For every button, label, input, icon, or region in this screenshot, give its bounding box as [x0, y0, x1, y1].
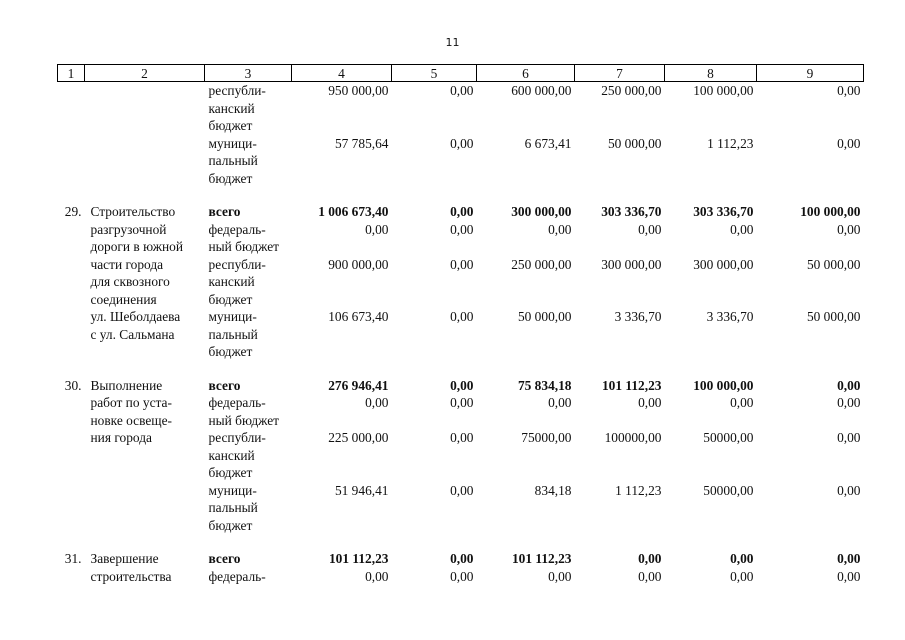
amount-cell: 0,00 — [365, 221, 389, 237]
funding-source: всего — [208, 204, 241, 219]
funding-source: республи- канский бюджет — [208, 430, 266, 480]
amount-cell: 0,00 — [548, 221, 572, 237]
funding-source: республи- канский бюджет — [208, 256, 266, 307]
amount-cell: 0,00 — [450, 221, 474, 237]
row-number: 29. — [64, 204, 82, 219]
amount-cell: 3 336,70 — [706, 309, 754, 324]
amount-cell: 303 336,70 — [601, 204, 662, 219]
amount-cell: 0,00 — [638, 221, 662, 237]
item-name: Завершение строительства — [90, 551, 172, 584]
amount-cell: 0,00 — [730, 568, 754, 584]
funding-source: федераль- — [208, 568, 266, 584]
amount-cell: 950 000,00 — [328, 83, 389, 98]
row-number: 31. — [64, 551, 82, 566]
spacer-cell — [58, 187, 864, 203]
amount-cell: 75 834,18 — [517, 377, 572, 393]
amount-cell: 3 336,70 — [614, 309, 662, 324]
amount-cell: 50 000,00 — [806, 309, 861, 324]
row-number — [58, 429, 85, 482]
amount-cell: 75000,00 — [521, 430, 572, 445]
amount-cell: 0,00 — [450, 430, 474, 445]
amount-cell: 0,00 — [450, 204, 474, 219]
table-row — [58, 82, 864, 135]
amount-cell: 50 000,00 — [517, 309, 572, 324]
amount-cell: 0,00 — [450, 377, 474, 393]
header-cell: 6 — [477, 65, 575, 82]
amount-cell: 300 000,00 — [693, 256, 754, 272]
table-body — [58, 82, 864, 586]
amount-cell: 100000,00 — [604, 430, 662, 445]
amount-cell: 0,00 — [837, 551, 861, 566]
amount-cell: 0,00 — [837, 83, 861, 98]
amount-cell: 600 000,00 — [511, 83, 572, 98]
amount-cell: 100 000,00 — [693, 83, 754, 98]
header-cell: 3 — [205, 65, 292, 82]
table-row — [58, 377, 864, 395]
amount-cell: 50 000,00 — [806, 256, 861, 272]
row-spacer — [58, 361, 864, 377]
row-number: 30. — [64, 377, 82, 393]
row-spacer — [58, 534, 864, 550]
amount-cell: 101 112,23 — [328, 551, 389, 566]
header-cell: 5 — [392, 65, 477, 82]
budget-table — [57, 64, 864, 585]
amount-cell: 1 112,23 — [707, 135, 754, 151]
row-number — [58, 135, 85, 188]
row-number — [58, 394, 85, 429]
funding-source: муници- пальный бюджет — [208, 309, 258, 359]
item-name — [85, 82, 205, 135]
amount-cell: 0,00 — [365, 395, 389, 410]
amount-cell: 51 946,41 — [334, 482, 389, 498]
amount-cell: 50000,00 — [703, 482, 754, 498]
amount-cell: 250 000,00 — [511, 256, 572, 272]
header-cell: 8 — [665, 65, 757, 82]
row-number — [58, 221, 85, 256]
amount-cell: 0,00 — [837, 482, 861, 498]
amount-cell: 0,00 — [450, 83, 474, 98]
amount-cell: 100 000,00 — [693, 377, 754, 393]
header-cell: 1 — [58, 65, 85, 82]
funding-source: федераль- ный бюджет — [208, 221, 279, 254]
funding-source: федераль- ный бюджет — [208, 395, 279, 428]
amount-cell: 300 000,00 — [511, 204, 572, 219]
amount-cell: 0,00 — [548, 395, 572, 410]
row-number — [58, 308, 85, 361]
header-cell: 7 — [575, 65, 665, 82]
amount-cell: 0,00 — [730, 221, 754, 237]
table-row — [58, 135, 864, 188]
amount-cell: 0,00 — [730, 395, 754, 410]
spacer-cell — [58, 534, 864, 550]
amount-cell: 0,00 — [837, 568, 861, 584]
amount-cell: 0,00 — [837, 395, 861, 410]
amount-cell: 101 112,23 — [601, 377, 662, 393]
amount-cell: 303 336,70 — [693, 204, 754, 219]
amount-cell: 0,00 — [548, 568, 572, 584]
amount-cell: 1 112,23 — [615, 482, 662, 498]
amount-cell: 0,00 — [450, 551, 474, 566]
amount-cell: 0,00 — [837, 221, 861, 237]
spacer-cell — [58, 361, 864, 377]
amount-cell: 834,18 — [534, 482, 572, 498]
item-name: Строительство разгрузочной дороги в южной части города для сквозного соединения ул. Шеболдаева с ул. Сальмана — [90, 204, 184, 342]
amount-cell: 300 000,00 — [601, 256, 662, 272]
amount-cell: 0,00 — [450, 309, 474, 324]
amount-cell: 0,00 — [450, 568, 474, 584]
header-cell: 2 — [85, 65, 205, 82]
amount-cell: 101 112,23 — [511, 551, 572, 566]
amount-cell: 0,00 — [450, 395, 474, 410]
header-cell: 9 — [757, 65, 864, 82]
row-spacer — [58, 187, 864, 203]
amount-cell: 0,00 — [730, 551, 754, 566]
amount-cell: 57 785,64 — [334, 135, 389, 151]
funding-source: муници- пальный бюджет — [208, 135, 258, 186]
row-number — [58, 568, 85, 586]
amount-cell: 0,00 — [837, 377, 861, 393]
amount-cell: 0,00 — [450, 482, 474, 498]
row-number — [58, 482, 85, 535]
amount-cell: 0,00 — [365, 568, 389, 584]
amount-cell: 250 000,00 — [601, 83, 662, 98]
amount-cell: 0,00 — [638, 568, 662, 584]
amount-cell: 225 000,00 — [328, 430, 389, 445]
item-name — [85, 135, 205, 188]
amount-cell: 0,00 — [450, 256, 474, 272]
amount-cell: 900 000,00 — [328, 256, 389, 272]
amount-cell: 106 673,40 — [328, 309, 389, 324]
funding-source: муници- пальный бюджет — [208, 482, 258, 533]
funding-source: республи- канский бюджет — [208, 83, 266, 133]
amount-cell: 0,00 — [638, 551, 662, 566]
funding-source: всего — [208, 377, 241, 393]
amount-cell: 1 006 673,40 — [318, 204, 389, 219]
amount-cell: 0,00 — [638, 395, 662, 410]
amount-cell: 50000,00 — [703, 430, 754, 445]
header-cell: 4 — [292, 65, 392, 82]
page-number: 11 — [445, 36, 460, 49]
row-number — [58, 256, 85, 309]
amount-cell: 276 946,41 — [328, 377, 389, 393]
amount-cell: 0,00 — [450, 135, 474, 151]
amount-cell: 0,00 — [837, 135, 861, 151]
row-number — [58, 82, 85, 135]
amount-cell: 6 673,41 — [524, 135, 572, 151]
table-row — [58, 550, 864, 568]
amount-cell: 50 000,00 — [607, 135, 662, 151]
amount-cell: 100 000,00 — [800, 204, 861, 219]
table-row — [58, 203, 864, 221]
item-name: Выполнение работ по уста- новке освеще- ния города — [90, 377, 173, 445]
funding-source: всего — [208, 551, 241, 566]
header-row — [58, 65, 864, 82]
amount-cell: 0,00 — [837, 430, 861, 445]
